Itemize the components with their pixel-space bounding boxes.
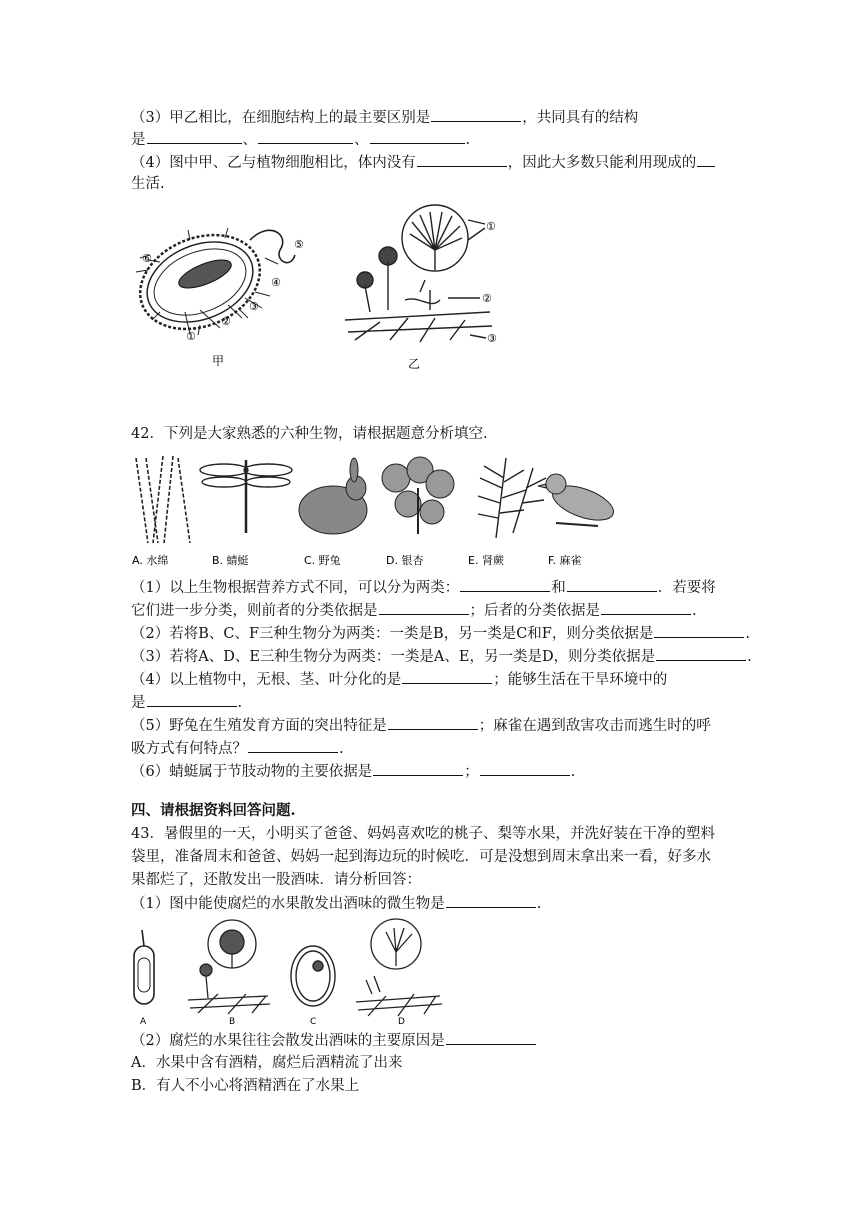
figure-six-organisms: [128, 448, 628, 570]
label-yi: 乙: [408, 357, 421, 371]
microbe-label-b: B: [229, 1017, 236, 1027]
mark-yi-1: ①: [486, 220, 496, 233]
answer-blank[interactable]: [248, 738, 338, 753]
organism-label-b: B. 蜻蜓: [212, 554, 249, 567]
organism-f-sparrow: [538, 474, 618, 527]
q42-part1-line1: （1）以上生物根据营养方式不同，可以分为两类： 和 ．若要将: [131, 577, 716, 598]
q42-title: 42．下列是大家熟悉的六种生物，请根据题意分析填空.: [131, 426, 488, 442]
answer-blank[interactable]: [697, 152, 715, 167]
answer-blank[interactable]: [480, 761, 570, 776]
q43-text-line2: 袋里，准备周末和爸爸、妈妈一起到海边玩的时候吃．可是没想到周末拿出来一看，好多水: [131, 849, 711, 865]
answer-blank[interactable]: [446, 893, 536, 908]
q43-text-line1: 43．暑假里的一天，小明买了爸爸、妈妈喜欢吃的桃子、梨等水果，并洗好装在干净的塑料: [131, 826, 715, 842]
organism-d-ginkgo: [382, 457, 454, 534]
mark-1: ①: [186, 330, 196, 343]
figure-bacterium-mold: [130, 200, 510, 372]
separator: 、: [242, 132, 257, 148]
organism-b-dragonfly: [200, 460, 292, 533]
mark-5: ⑤: [294, 238, 304, 251]
answer-blank[interactable]: [370, 129, 465, 144]
q41-part3-line2: [131, 129, 470, 150]
answer-blank[interactable]: [446, 1030, 536, 1045]
q41-p3-text3: 是: [131, 132, 146, 148]
q41-part3-line1: [131, 107, 638, 128]
answer-blank[interactable]: [567, 577, 657, 592]
q43-part2: （2）腐烂的水果往往会散发出酒味的主要原因是: [131, 1030, 537, 1051]
q42-part5-line2: 吸方式有何特点？ .: [131, 738, 344, 759]
organism-label-d: D. 银杏: [386, 554, 424, 567]
organism-a-spirogyra: [136, 456, 190, 543]
microbe-label-a: A: [140, 1017, 147, 1027]
answer-blank[interactable]: [402, 669, 492, 684]
mark-6: ⑥: [142, 252, 152, 265]
answer-blank[interactable]: [431, 107, 521, 122]
answer-blank[interactable]: [147, 692, 237, 707]
answer-blank[interactable]: [654, 623, 744, 638]
mark-yi-2: ②: [482, 292, 492, 305]
q42-part2: （2）若将B、C、F三种生物分为两类：一类是B，另一类是C和F，则分类依据是 .: [131, 623, 750, 644]
q41-p4-text: （4）图中甲、乙与植物细胞相比，体内没有: [131, 155, 416, 171]
answer-blank[interactable]: [379, 600, 469, 615]
q42-part3: （3）若将A、D、E三种生物分为两类：一类是A、E，另一类是D，则分类依据是 .: [131, 646, 752, 667]
organism-label-a: A. 水绵: [132, 554, 169, 567]
q41-p4-text3: 生活.: [131, 176, 165, 192]
q41-part4-line1: [131, 152, 716, 173]
answer-blank[interactable]: [373, 761, 463, 776]
answer-blank[interactable]: [147, 129, 242, 144]
answer-blank[interactable]: [258, 129, 353, 144]
microbe-c-yeast: [291, 946, 335, 1006]
q43-option-b[interactable]: B．有人不小心将酒精洒在了水果上: [131, 1078, 360, 1094]
mold-drawing: [345, 205, 492, 342]
q42-part4-line1: （4）以上植物中，无根、茎、叶分化的是 ；能够生活在干旱环境中的: [131, 669, 667, 690]
microbe-d-penicillium: [356, 919, 442, 1016]
q41-p3-text2: ，共同具有的结构: [522, 110, 639, 126]
label-jia: 甲: [212, 354, 225, 368]
section4-heading: 四、请根据资料回答问题.: [131, 802, 296, 819]
microbe-label-d: D: [398, 1017, 405, 1027]
q41-part4-line2: [131, 174, 165, 194]
microbe-a-bacterium: [134, 930, 154, 1004]
organism-label-e: E. 肾蕨: [468, 554, 504, 567]
separator: 、: [354, 132, 369, 148]
answer-blank[interactable]: [417, 152, 507, 167]
mark-yi-3: ③: [487, 332, 497, 345]
q42-part4-line2: 是 .: [131, 692, 242, 713]
period: .: [465, 132, 471, 148]
microbe-b-mold: [188, 920, 270, 1014]
mark-4: ④: [271, 276, 281, 289]
q43-option-a[interactable]: A．水果中含有酒精，腐烂后酒精流了出来: [131, 1055, 403, 1071]
answer-blank[interactable]: [656, 646, 746, 661]
answer-blank[interactable]: [388, 715, 478, 730]
mark-2: ②: [221, 315, 231, 328]
q43-text-line3: 果都烂了，还散发出一股酒味．请分析回答：: [131, 872, 421, 888]
organism-e-fern: [478, 458, 546, 538]
q41-p4-text2: ，因此大多数只能利用现成的: [507, 155, 697, 171]
q41-p3-text: （3）甲乙相比，在细胞结构上的最主要区别是: [131, 110, 431, 126]
organism-c-rabbit: [299, 458, 367, 534]
q43-part1: （1）图中能使腐烂的水果散发出酒味的微生物是 .: [131, 893, 541, 914]
organism-label-c: C. 野兔: [304, 554, 341, 567]
microbe-label-c: C: [310, 1017, 317, 1027]
q42-part5-line1: （5）野兔在生殖发育方面的突出特征是 ；麻雀在遇到敌害攻击而逃生时的呼: [131, 715, 711, 736]
mark-3: ③: [249, 300, 259, 313]
q42-part6: （6）蜻蜓属于节肢动物的主要依据是 ； .: [131, 761, 575, 782]
q42-part1-line2: 它们进一步分类，则前者的分类依据是 ；后者的分类依据是 .: [131, 600, 697, 621]
figure-microorganisms: [128, 918, 448, 1028]
answer-blank[interactable]: [460, 577, 550, 592]
organism-label-f: F. 麻雀: [548, 554, 582, 567]
answer-blank[interactable]: [601, 600, 691, 615]
